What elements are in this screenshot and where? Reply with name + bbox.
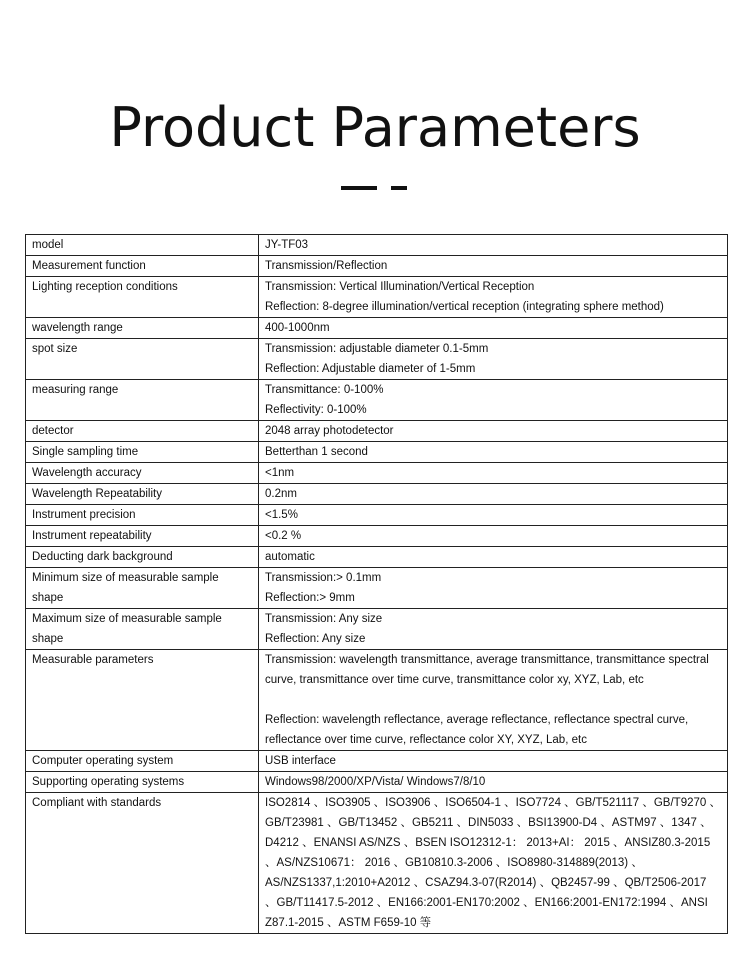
parameter-value-cell	[259, 505, 728, 526]
parameter-name-cell	[26, 277, 259, 318]
table-row	[26, 256, 728, 277]
parameter-name-cell	[26, 463, 259, 484]
table-row	[26, 650, 728, 751]
parameter-value: Transmission: wavelength transmittance, average transmittance, transmittance spectral curve, transmittance over time curve, transmittance color xy, XYZ, Lab, etc	[265, 654, 709, 686]
parameter-value-cell	[259, 609, 728, 650]
parameter-name-cell	[26, 318, 259, 339]
parameter-value: <0.2 %	[265, 530, 302, 542]
parameter-value-cell	[259, 547, 728, 568]
parameter-name: Computer operating system	[32, 755, 174, 767]
parameter-name-cell	[26, 547, 259, 568]
table-row	[26, 568, 728, 609]
parameter-value-cell	[259, 380, 728, 421]
parameter-value-cell	[259, 339, 728, 380]
parameter-value-cell	[259, 277, 728, 318]
parameter-name-cell	[26, 772, 259, 793]
parameter-value: <1.5%	[265, 509, 298, 521]
parameter-value: Reflection: 8-degree illumination/vertical reception (integrating sphere method)	[265, 301, 664, 313]
parameter-name: Instrument repeatability	[32, 530, 152, 542]
parameter-value-cell	[259, 526, 728, 547]
parameter-name: Lighting reception conditions	[32, 281, 178, 293]
table-row	[26, 463, 728, 484]
parameter-value: JY-TF03	[265, 239, 309, 251]
parameter-value: Transmission: Vertical Illumination/Vertical Reception	[265, 281, 535, 293]
parameter-name: Supporting operating systems	[32, 776, 185, 788]
parameter-name-cell	[26, 568, 259, 609]
parameter-value: Reflectivity: 0-100%	[265, 404, 367, 416]
parameter-value: Reflection:> 9mm	[265, 592, 355, 604]
table-row	[26, 318, 728, 339]
parameters-table-body	[26, 235, 728, 934]
parameter-value: USB interface	[265, 755, 336, 767]
parameter-name-cell	[26, 793, 259, 934]
parameter-name: Minimum size of measurable sample shape	[32, 572, 219, 604]
parameter-value: automatic	[265, 551, 315, 563]
parameter-value: Transmission: adjustable diameter 0.1-5mm	[265, 343, 489, 355]
parameter-value: <1nm	[265, 467, 295, 479]
title-underline-short	[391, 186, 407, 190]
parameter-value-cell	[259, 772, 728, 793]
table-row	[26, 380, 728, 421]
parameter-value: 2048 array photodetector	[265, 425, 394, 437]
parameter-name-cell	[26, 609, 259, 650]
parameter-name: Maximum size of measurable sample shape	[32, 613, 222, 645]
parameter-name-cell	[26, 650, 259, 751]
parameter-name-cell	[26, 235, 259, 256]
parameter-name: Measurable parameters	[32, 654, 154, 666]
parameter-value	[265, 690, 721, 710]
table-row	[26, 442, 728, 463]
parameter-name-cell	[26, 380, 259, 421]
parameter-name: model	[32, 239, 64, 251]
parameter-name: measuring range	[32, 384, 119, 396]
parameter-name-cell	[26, 751, 259, 772]
table-row	[26, 421, 728, 442]
table-row	[26, 484, 728, 505]
parameter-name: Compliant with standards	[32, 797, 162, 809]
parameter-value: Reflection: wavelength reflectance, average reflectance, reflectance spectral curve, reflectance over time curve, reflectance color XY, XYZ, Lab, etc	[265, 714, 689, 746]
parameter-name: wavelength range	[32, 322, 123, 334]
parameter-name-cell	[26, 256, 259, 277]
parameter-name-cell	[26, 484, 259, 505]
parameter-value: ISO2814 、ISO3905 、ISO3906 、ISO6504-1 、ISO7724 、GB/T521117 、GB/T9270 、GB/T23981 、GB/T13452 、GB5211 、DIN5033 、BSI13900-D4 、ASTM97 、1347 、D4212 、ENANSI AS/NZS 、BSEN ISO12312-1： 2013+AI： 2015 、ANSIZ80.3-2015 、AS/NZS10671： 2016 、GB10810.3-2006 、ISO8980-314889(2013) 、AS/NZS1337,1:2010+A2012 、CSAZ94.3-07(R2014) 、QB2457-99 、QB/T2506-2017 、GB/T11417.5-2012 、EN166:2001-EN170:2002 、EN166:2001-EN172:1994 、ANSI Z87.1-2015 、ASTM F659-10 等	[265, 797, 721, 929]
parameter-name: Wavelength accuracy	[32, 467, 142, 479]
parameter-value-cell	[259, 793, 728, 934]
parameter-value-cell	[259, 421, 728, 442]
parameter-value-cell	[259, 751, 728, 772]
table-row	[26, 772, 728, 793]
parameter-name-cell	[26, 526, 259, 547]
parameter-value: Transmission/Reflection	[265, 260, 388, 272]
parameter-value: Betterthan 1 second	[265, 446, 368, 458]
table-row	[26, 547, 728, 568]
parameter-value: Transmission:> 0.1mm	[265, 572, 382, 584]
parameter-value: Transmittance: 0-100%	[265, 384, 384, 396]
parameter-value: 400-1000nm	[265, 322, 330, 334]
parameter-value: Transmission: Any size	[265, 613, 383, 625]
parameter-name: detector	[32, 425, 74, 437]
parameter-name: Single sampling time	[32, 446, 139, 458]
parameter-value-cell	[259, 650, 728, 751]
parameter-value: Reflection: Any size	[265, 633, 366, 645]
table-row	[26, 793, 728, 934]
parameter-name: spot size	[32, 343, 78, 355]
parameter-value-cell	[259, 235, 728, 256]
parameter-name: Deducting dark background	[32, 551, 173, 563]
parameter-value-cell	[259, 463, 728, 484]
parameter-name-cell	[26, 339, 259, 380]
parameter-value: Reflection: Adjustable diameter of 1-5mm	[265, 363, 476, 375]
table-row	[26, 751, 728, 772]
parameter-value: 0.2nm	[265, 488, 297, 500]
page-title: Product Parameters	[109, 96, 641, 159]
parameter-value-cell	[259, 442, 728, 463]
parameter-name-cell	[26, 505, 259, 526]
parameter-value-cell	[259, 318, 728, 339]
parameter-name: Measurement function	[32, 260, 146, 272]
table-row	[26, 526, 728, 547]
parameters-table	[25, 234, 728, 934]
table-row	[26, 277, 728, 318]
table-row	[26, 505, 728, 526]
parameter-value: Windows98/2000/XP/Vista/ Windows7/8/10	[265, 776, 486, 788]
parameter-name-cell	[26, 442, 259, 463]
parameter-name: Instrument precision	[32, 509, 136, 521]
parameter-name-cell	[26, 421, 259, 442]
table-row	[26, 609, 728, 650]
parameter-name: Wavelength Repeatability	[32, 488, 162, 500]
table-row	[26, 339, 728, 380]
table-row	[26, 235, 728, 256]
title-underline-long	[341, 186, 377, 190]
parameter-value-cell	[259, 256, 728, 277]
parameter-value-cell	[259, 484, 728, 505]
parameter-value-cell	[259, 568, 728, 609]
